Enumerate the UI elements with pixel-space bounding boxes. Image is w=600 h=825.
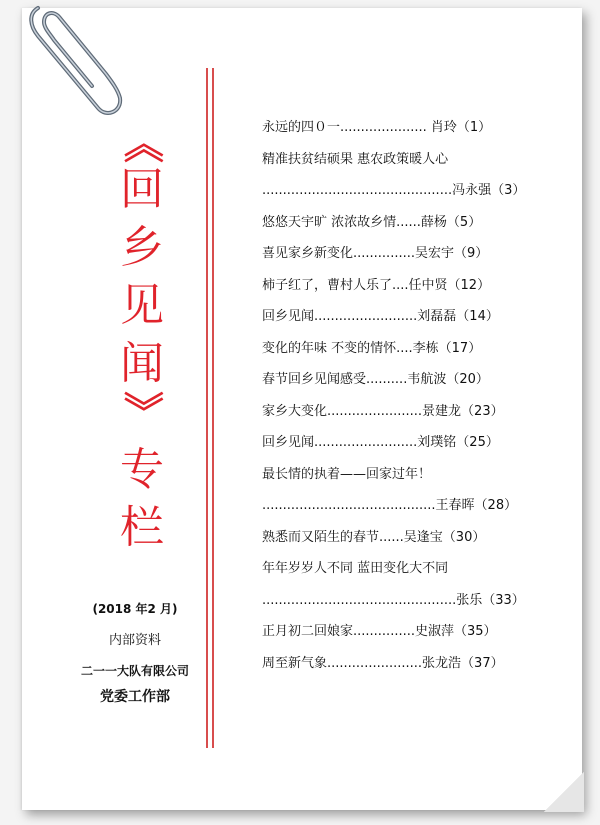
title-char: 乡 <box>120 222 164 273</box>
toc-entry: 回乡见闻.........................刘璞铭（25） <box>262 435 499 450</box>
company-name: 二一一大队有限公司 <box>80 664 189 678</box>
internal-label: 内部资料 <box>108 633 161 648</box>
department-name: 党委工作部 <box>100 689 170 705</box>
column-title <box>112 125 172 557</box>
toc-entry: 变化的年味 不变的情怀....李栋（17） <box>262 340 482 356</box>
issue-date: (2018 年2 月) <box>92 602 178 616</box>
toc-entry: 最长情的执着——回家过年！ <box>262 466 432 482</box>
toc-entry: 正月初二回娘家...............史淑萍（35） <box>262 624 497 639</box>
toc-entry: 永远的四０一..................... 肖玲（1） <box>262 120 492 135</box>
title-open-bracket: 《 <box>119 123 166 163</box>
title-char: 回 <box>120 164 164 215</box>
toc-entry: 悠悠天宇旷 浓浓故乡情......薛杨（5） <box>262 214 482 230</box>
paperclip-icon <box>20 0 130 120</box>
toc-entry: ..........................................王春晖（28） <box>262 498 518 513</box>
title-char: 闻 <box>120 338 164 389</box>
title-close-bracket: 》 <box>119 391 166 431</box>
toc-entry: 家乡大变化.......................景建龙（23） <box>262 403 504 419</box>
title-char: 见 <box>120 280 164 331</box>
title-char: 专 <box>120 444 164 495</box>
red-divider-line <box>212 68 214 748</box>
toc-entry: ..............................................冯永强（3） <box>262 183 526 198</box>
toc-entry: 喜见家乡新变化...............吴宏宇（9） <box>262 246 489 261</box>
toc-entry: ...............................................张乐（33） <box>262 592 525 608</box>
title-char: 栏 <box>120 502 164 553</box>
toc-entry: 春节回乡见闻感受..........韦航波（20） <box>262 372 489 387</box>
toc-entry: 精准扶贫结硕果 惠农政策暖人心 <box>262 151 449 167</box>
toc-entry: 回乡见闻.........................刘磊磊（14） <box>262 309 499 324</box>
toc-entry: 柿子红了，曹村人乐了....任中贤（12） <box>262 277 491 293</box>
toc-entry: 熟悉而又陌生的春节......吴逢宝（30） <box>262 529 486 545</box>
table-of-contents <box>262 112 526 679</box>
toc-entry: 周至新气象.......................张龙浩（37） <box>262 655 504 671</box>
toc-entry: 年年岁岁人不同 蓝田变化大不同 <box>262 561 449 576</box>
